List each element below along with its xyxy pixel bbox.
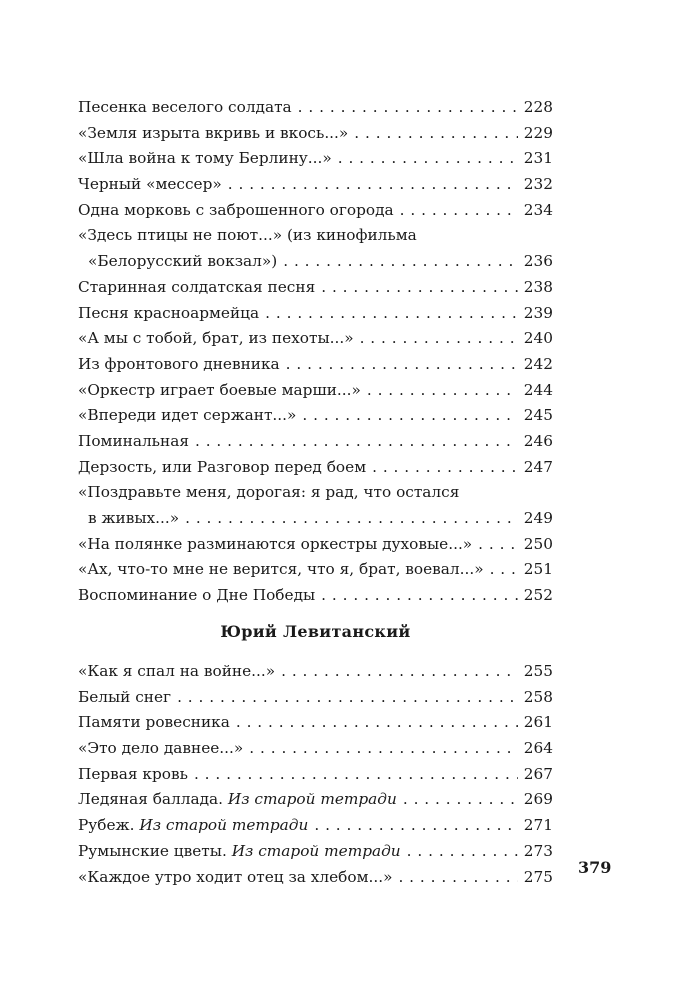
toc-entry-title	[78, 839, 401, 865]
toc-entry	[78, 813, 553, 839]
toc-entry	[78, 710, 553, 736]
toc-entry-page: 273	[523, 841, 553, 860]
toc-entry-title: Черный «мессер»	[78, 175, 222, 194]
leader-dots	[338, 146, 518, 172]
toc-entry	[78, 301, 553, 327]
toc-list-poems-part2	[78, 659, 553, 890]
leader-dots	[265, 301, 518, 327]
toc-entry	[78, 787, 553, 813]
leader-dots	[281, 659, 518, 685]
toc-entry	[78, 352, 553, 378]
toc-entry-page: 251	[523, 560, 553, 579]
toc-entry-title: «Каждое утро ходит отец за хлебом...»	[78, 867, 393, 886]
leader-dots	[407, 839, 518, 865]
toc-entry-page: 232	[523, 175, 553, 194]
toc-entry-title: Первая кровь	[78, 764, 188, 783]
section-title-author: Юрий Левитанский	[220, 622, 411, 641]
toc-entry	[78, 172, 553, 198]
leader-dots	[354, 121, 518, 147]
toc-list-poems-part1	[78, 95, 553, 609]
toc-entry-page: 239	[523, 303, 553, 322]
toc-entry-subtitle: Из старой тетради	[227, 790, 397, 809]
toc-entry	[78, 557, 553, 583]
toc-entry	[78, 429, 553, 455]
toc-entry-title-line2: «Белорусский вокзал»)	[88, 252, 278, 271]
leader-dots	[302, 403, 517, 429]
toc-entry-title-main: Румынские цветы.	[78, 841, 227, 860]
toc-entry	[78, 685, 553, 711]
toc-entry-title: Дерзость, или Разговор перед боем	[78, 457, 367, 476]
leader-dots	[236, 710, 518, 736]
leader-dots	[321, 275, 518, 301]
toc-entry	[78, 326, 553, 352]
toc-entry-title: Одна морковь с заброшенного огорода	[78, 200, 394, 219]
toc-entry-page: 250	[523, 534, 553, 553]
toc-entry	[78, 198, 553, 224]
toc-entry-page: 275	[523, 867, 553, 886]
leader-dots	[367, 378, 518, 404]
toc-entry-title: Песня красноармейца	[78, 303, 260, 322]
toc-entry-title	[78, 787, 397, 813]
leader-dots	[321, 583, 518, 609]
leader-dots	[314, 813, 517, 839]
toc-entry-title: Памяти ровесника	[78, 713, 230, 732]
toc-entry-title: Поминальная	[78, 431, 189, 450]
toc-entry	[78, 455, 553, 481]
leader-dots	[283, 249, 518, 275]
toc-entry	[78, 839, 553, 865]
toc-entry	[78, 583, 553, 609]
toc-entry-title: «Это дело давнее...»	[78, 739, 244, 758]
toc-entry-title-line2: в живых...»	[88, 509, 180, 528]
toc-entry-title: «На полянке разминаются оркестры духовые...»	[78, 534, 473, 553]
toc-entry	[78, 146, 553, 172]
leader-dots	[490, 557, 518, 583]
toc-entry-title: Из фронтового дневника	[78, 354, 280, 373]
toc-entry-two-line	[78, 480, 553, 531]
toc-entry-page: 258	[523, 687, 553, 706]
leader-dots	[298, 95, 518, 121]
toc-entry-title: «Земля изрыта вкривь и вкось...»	[78, 123, 349, 142]
toc-entry-page: 236	[523, 252, 553, 271]
toc-entry	[78, 762, 553, 788]
toc-entry-title: Старинная солдатская песня	[78, 277, 316, 296]
toc-entry-page: 229	[523, 123, 553, 142]
page-number: 379	[578, 858, 612, 877]
leader-dots	[400, 198, 518, 224]
toc-entry	[78, 865, 553, 891]
leader-dots	[177, 685, 518, 711]
toc-entry-page: 245	[523, 406, 553, 425]
toc-entry	[78, 378, 553, 404]
toc-entry-page: 244	[523, 380, 553, 399]
leader-dots	[228, 172, 518, 198]
toc-entry	[78, 275, 553, 301]
toc-entry	[78, 403, 553, 429]
toc-entry	[78, 736, 553, 762]
toc-entry-page: 242	[523, 354, 553, 373]
toc-entry-title-main: Рубеж.	[78, 816, 135, 835]
leader-dots	[403, 787, 518, 813]
toc-entry-page: 267	[523, 764, 553, 783]
toc-entry	[78, 121, 553, 147]
leader-dots	[249, 736, 518, 762]
toc-entry-page: 246	[523, 431, 553, 450]
toc-entry-page: 249	[523, 509, 553, 528]
leader-dots	[372, 455, 518, 481]
toc-entry	[78, 659, 553, 685]
toc-entry-two-line	[78, 223, 553, 274]
toc-entry	[78, 532, 553, 558]
toc-entry-title: «Впереди идет сержант...»	[78, 406, 297, 425]
toc-entry-page: 234	[523, 200, 553, 219]
toc-entry-title-line1: «Здесь птицы не поют...» (из кинофильма	[78, 226, 417, 245]
toc-entry-page: 252	[523, 586, 553, 605]
toc-entry-title-line1: «Поздравьте меня, дорогая: я рад, что остался	[78, 483, 460, 502]
toc-entry-page: 261	[523, 713, 553, 732]
toc-entry-title	[78, 813, 308, 839]
toc-entry-page: 228	[523, 98, 553, 116]
toc-entry-title: «А мы с тобой, брат, из пехоты...»	[78, 329, 354, 348]
toc-entry-page: 238	[523, 277, 553, 296]
toc-entry-page: 231	[523, 149, 553, 168]
toc-entry-page: 247	[523, 457, 553, 476]
toc-entry-title-main: Ледяная баллада.	[78, 790, 223, 809]
toc-entry-page: 255	[523, 662, 553, 680]
toc-entry-title: Песенка веселого солдата	[78, 98, 292, 116]
leader-dots	[194, 762, 518, 788]
toc-entry-subtitle: Из старой тетради	[231, 841, 401, 860]
leader-dots	[195, 429, 518, 455]
toc-entry-title: «Шла война к тому Берлину...»	[78, 149, 332, 168]
leader-dots	[398, 865, 517, 891]
toc-entry-page: 269	[523, 790, 553, 809]
toc-entry-page: 271	[523, 816, 553, 835]
leader-dots	[478, 532, 518, 558]
toc-entry-subtitle: Из старой тетради	[139, 816, 309, 835]
toc-entry-title: Воспоминание о Дне Победы	[78, 586, 316, 605]
toc-entry-page: 240	[523, 329, 553, 348]
toc-entry-page: 264	[523, 739, 553, 758]
leader-dots	[286, 352, 518, 378]
toc-entry-title: «Как я спал на войне...»	[78, 662, 276, 680]
toc-entry	[78, 95, 553, 121]
toc-entry-title: Белый снег	[78, 687, 172, 706]
leader-dots	[360, 326, 518, 352]
leader-dots	[185, 506, 518, 532]
toc-entry-title: «Ах, что-то мне не верится, что я, брат, воевал...»	[78, 560, 484, 579]
toc-entry-title: «Оркестр играет боевые марши...»	[78, 380, 361, 399]
